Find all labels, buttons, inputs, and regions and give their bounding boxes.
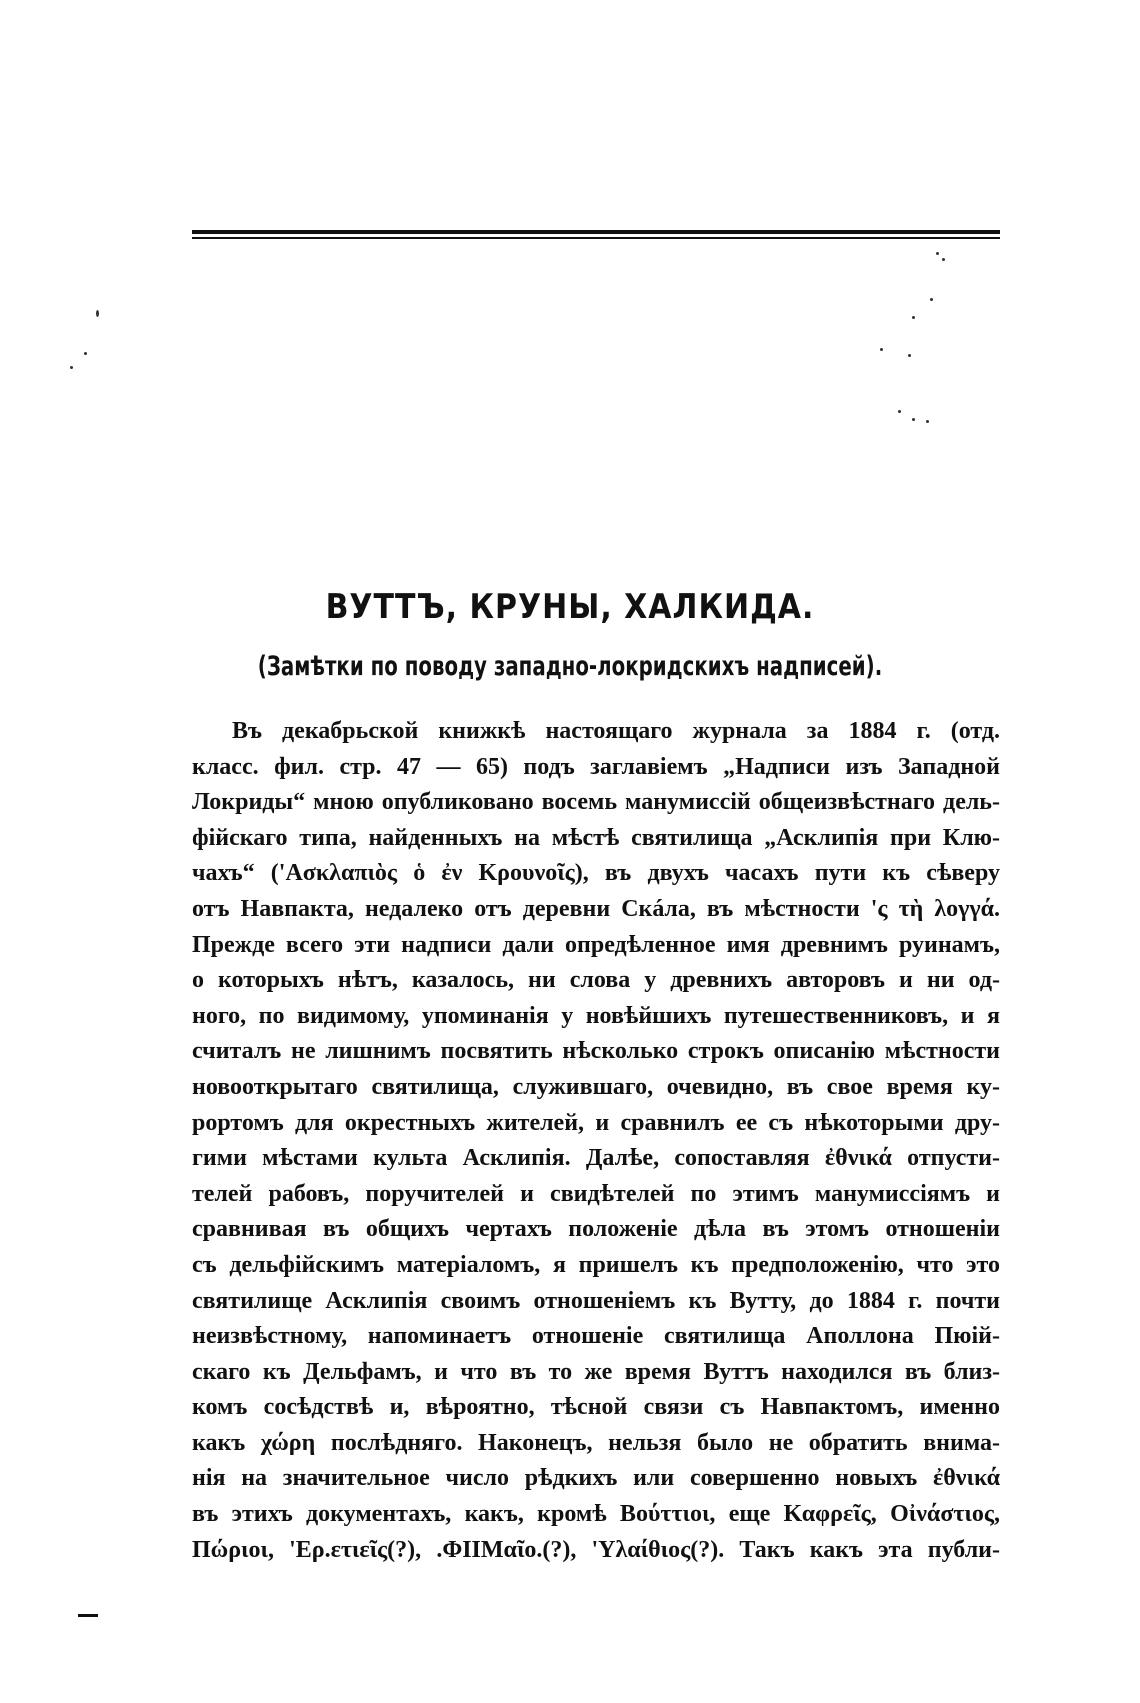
body-line: считалъ не лишнимъ посвятить нѣсколько строкъ описанію мѣстности [192,1038,1000,1065]
body-line: сравнивая въ общихъ чертахъ положеніе дѣла въ этомъ отношеніи [192,1216,1000,1243]
body-line: святилище Асклипія своимъ отношеніемъ къ Вутту, до 1884 г. почти [192,1287,1000,1314]
body-line: въ этихъ документахъ, какъ, кромѣ Βούττιοι, еще Καφρεῖς, Οἰνάστιος, [192,1501,1000,1528]
header-rule-thick [192,230,1000,234]
page-edge-mark [78,1614,98,1617]
body-line: скаго къ Дельфамъ, и что въ то же время Вуттъ находился въ близ- [192,1358,1000,1385]
article-subtitle: (Замѣтки по поводу западно-локридскихъ надписей). [257,652,883,682]
article-title: ВУТТЪ, КРУНЫ, ХАЛКИДА. [325,587,815,628]
body-line: рортомъ для окрестныхъ жителей, и сравнилъ ее съ нѣкоторыми дру- [192,1109,1000,1136]
body-line: Прежде всего эти надписи дали опредѣленное имя древнимъ руинамъ, [192,931,1000,958]
body-line: комъ сосѣдствѣ и, вѣроятно, тѣсной связи съ Навпактомъ, именно [192,1394,1000,1421]
body-line: отъ Навпакта, недалеко отъ деревни Скáла, въ мѣстности 'ς τὴ λογγά. [192,895,1000,922]
body-line: о которыхъ нѣтъ, казалось, ни слова у древнихъ авторовъ и ни од- [192,967,1000,994]
body-line: гими мѣстами культа Асклипія. Далѣе, сопоставляя ἐθνικά отпусти- [192,1145,1000,1172]
body-line: класс. фил. стр. 47 — 65) подъ заглавіемъ „Надписи изъ Западной [192,753,1000,780]
body-line: чахъ“ ('Ασκλαπιὸς ὁ ἐν Κρουνοῖς), въ двухъ часахъ пути къ сѣверу [192,860,1000,887]
article-body [192,714,1000,1568]
body-line: ного, по видимому, упоминанія у новѣйшихъ путешественниковъ, и я [192,1002,1000,1029]
body-line: новооткрытаго святилища, служившаго, очевидно, въ свое время ку- [192,1073,1000,1100]
body-line: Локриды“ мною опубликовано восемь манумиссій общеизвѣстнаго дель- [192,789,1000,816]
body-line: какъ χώρη послѣдняго. Наконецъ, нельзя было не обратить внима- [192,1429,1000,1456]
body-line: съ дельфійскимъ матеріаломъ, я пришелъ къ предположенію, что это [192,1251,1000,1278]
body-line: фійскаго типа, найденныхъ на мѣстѣ святилища „Асклипія при Клю- [192,824,1000,851]
body-line: нія на значительное число рѣдкихъ или совершенно новыхъ ἐθνικά [192,1465,1000,1492]
body-line: Πώριοι, 'Ερ.ετιεῖς(?), .ΦΙΙΜαῖο.(?), 'Υλαίθιος(?). Такъ какъ эта публи- [192,1536,1000,1563]
header-rule-thin [192,237,1000,239]
body-line: телей рабовъ, поручителей и свидѣтелей по этимъ манумиссіямъ и [192,1180,1000,1207]
body-line: неизвѣстному, напоминаетъ отношеніе святилища Аполлона Пюій- [192,1323,1000,1350]
header-double-rule [192,230,1000,240]
body-line: Въ декабрьской книжкѣ настоящаго журнала за 1884 г. (отд. [232,718,1000,744]
